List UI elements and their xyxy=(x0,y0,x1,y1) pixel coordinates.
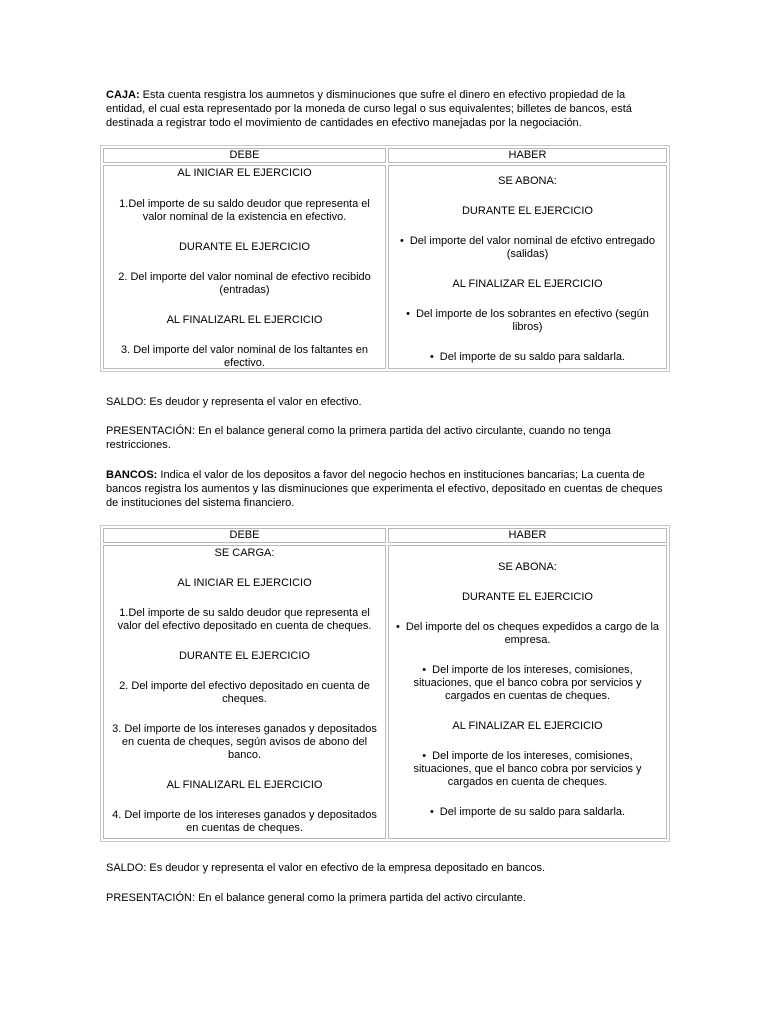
caja-table xyxy=(100,145,670,372)
caja-haber-item: SE ABONA: xyxy=(498,175,557,187)
caja-debe-item: 2. Del importe del valor nominal de efectivo recibido (entradas) xyxy=(118,271,371,296)
caja-debe-item: 3. Del importe del valor nominal de los faltantes en efectivo. xyxy=(120,344,369,369)
bancos-debe-item: SE CARGA: xyxy=(214,547,275,559)
bancos-debe-header: DEBE xyxy=(103,528,386,543)
caja-haber-item: • Del importe del valor nominal de efctivo entregado (salidas) xyxy=(392,235,663,261)
bancos-haber-item: AL FINALIZAR EL EJERCICIO xyxy=(452,720,603,732)
caja-debe-cell xyxy=(103,165,386,369)
caja-haber-item: DURANTE EL EJERCICIO xyxy=(461,205,593,217)
bancos-debe-item: 1.Del importe de su saldo deudor que representa el valor del efectivo depositado en cuenta de cheques. xyxy=(117,607,372,632)
caja-debe-header: DEBE xyxy=(103,148,386,163)
bancos-debe-item: AL FINALIZARL EL EJERCICIO xyxy=(166,779,323,791)
caja-saldo: SALDO: Es deudor y representa el valor en efectivo. xyxy=(106,396,362,408)
bancos-haber-item: • Del importe del os cheques expedidos a cargo de la empresa. xyxy=(392,621,663,647)
caja-presentacion: PRESENTACIÓN: En el balance general como la primera partida del activo circulante, cuando no tenga restricciones. xyxy=(106,425,611,451)
caja-haber-item: • Del importe de los sobrantes en efectivo (según libros) xyxy=(392,308,663,334)
caja-haber-cell xyxy=(388,165,667,369)
bancos-presentacion: PRESENTACIÓN: En el balance general como la primera partida del activo circulante. xyxy=(106,892,526,904)
bancos-table xyxy=(100,525,670,842)
bancos-debe-item: DURANTE EL EJERCICIO xyxy=(178,650,310,662)
bancos-haber-item: • Del importe de los intereses, comisiones, situaciones, que el banco cobra por servicios y cargados en cuenta de cheques. xyxy=(392,750,663,789)
caja-debe-item: 1.Del importe de su saldo deudor que representa el valor nominal de la existencia en efectivo. xyxy=(119,198,370,223)
caja-intro-text: Esta cuenta resgistra los aumnetos y disminuciones que sufre el dinero en efectivo propiedad de la entidad, el cual esta representado por la moneda de curso legal o sus equivalentes; billetes de bancos, está destinada a registrar todo el movimiento de cantidades en efectivo manejadas por la negociación. xyxy=(106,89,632,129)
bancos-debe-cell xyxy=(103,545,386,839)
bancos-saldo: SALDO: Es deudor y representa el valor en efectivo de la empresa depositado en bancos. xyxy=(106,862,546,874)
caja-debe-item: AL FINALIZARL EL EJERCICIO xyxy=(166,314,323,326)
bancos-debe-item: 3. Del importe de los intereses ganados y depositados en cuenta de cheques, según avisos de abono del banco. xyxy=(112,723,377,761)
caja-debe-item: DURANTE EL EJERCICIO xyxy=(178,241,310,253)
bancos-heading: BANCOS: xyxy=(106,469,158,481)
bancos-debe-item: 4. Del importe de los intereses ganados y depositados en cuentas de cheques. xyxy=(112,809,377,834)
bancos-haber-cell xyxy=(388,545,667,839)
bancos-haber-header: HABER xyxy=(388,528,667,543)
bancos-intro-paragraph xyxy=(106,468,666,510)
bancos-intro-text: Indica el valor de los depositos a favor del negocio hechos en instituciones bancarias; La cuenta de bancos registra los aumentos y las disminuciones que experimenta el efectivo, depositado en cuentas de cheques de instituciones del sistema financiero. xyxy=(106,469,663,509)
bancos-debe-item: 2. Del importe del efectivo depositado en cuenta de cheques. xyxy=(119,680,370,705)
caja-debe-item: AL INICIAR EL EJERCICIO xyxy=(177,167,312,179)
caja-haber-header: HABER xyxy=(388,148,667,163)
bancos-haber-item: • Del importe de su saldo para saldarla. xyxy=(392,806,663,819)
bancos-haber-item: DURANTE EL EJERCICIO xyxy=(461,591,593,603)
bancos-haber-item: • Del importe de los intereses, comisiones, situaciones, que el banco cobra por servicios y cargados en cuentas de cheques. xyxy=(392,664,663,703)
caja-intro-paragraph xyxy=(106,88,666,130)
bancos-debe-item: AL INICIAR EL EJERCICIO xyxy=(177,577,312,589)
caja-heading: CAJA: xyxy=(106,89,140,101)
bancos-haber-item: SE ABONA: xyxy=(498,561,557,573)
caja-haber-item: • Del importe de su saldo para saldarla. xyxy=(392,351,663,364)
caja-haber-item: AL FINALIZAR EL EJERCICIO xyxy=(452,278,603,290)
